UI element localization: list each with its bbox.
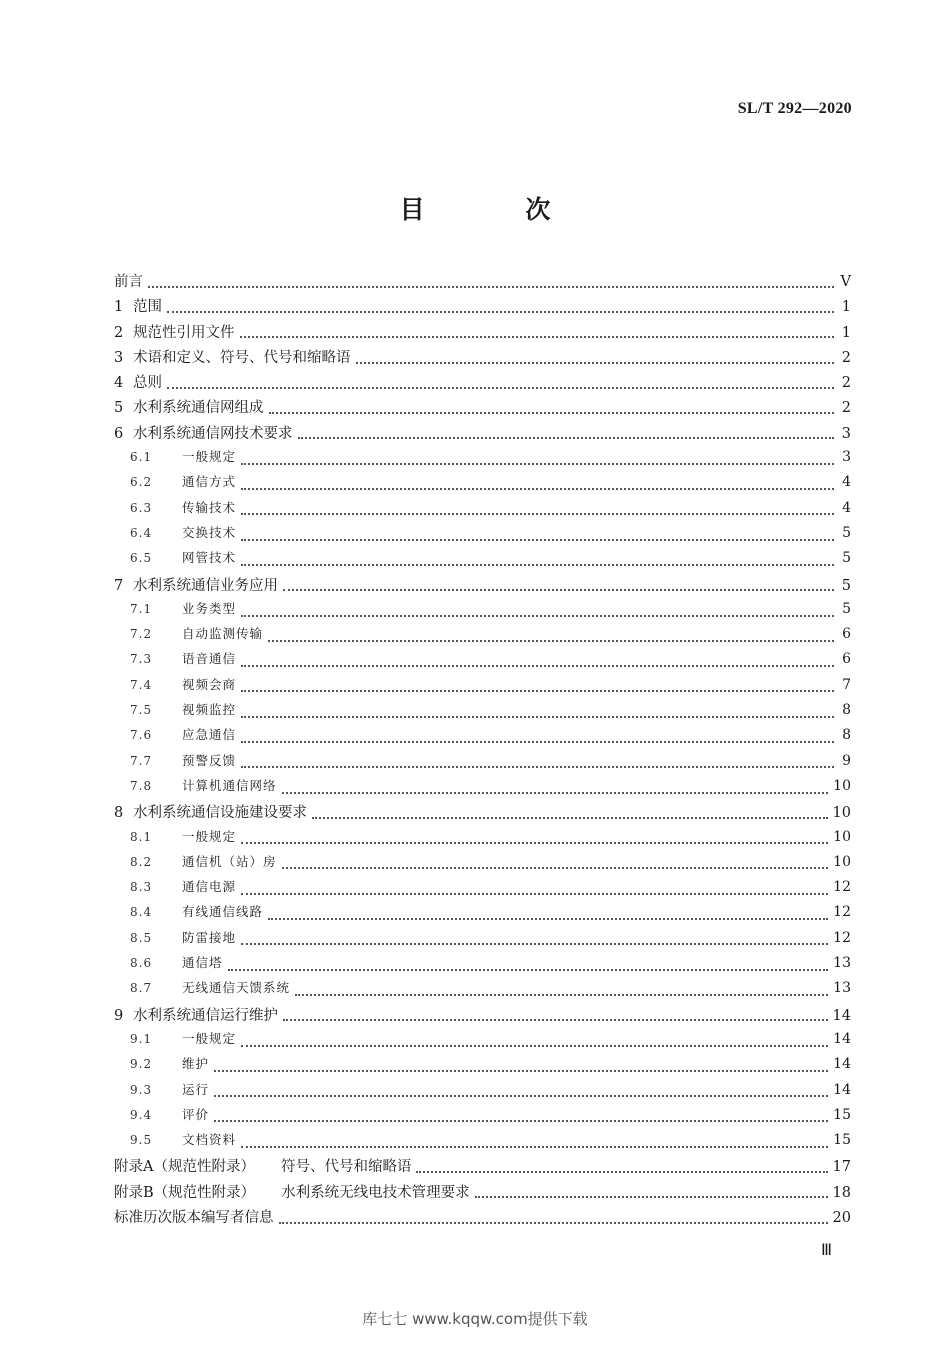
- toc-entry-page: 10: [833, 777, 851, 794]
- toc-leader-dots: [416, 1171, 827, 1173]
- toc-entry-number: 3: [114, 349, 124, 366]
- toc-leader-dots: [268, 640, 834, 642]
- toc-entry-number: 7.5: [130, 703, 153, 718]
- toc-leader-dots: [214, 1070, 828, 1072]
- toc-entry-page: 4: [842, 474, 851, 491]
- toc-entry[interactable]: [114, 295, 851, 320]
- toc-entry-title: 标准历次版本编写者信息: [114, 1209, 274, 1226]
- toc-leader-dots: [148, 286, 834, 288]
- toc-entry[interactable]: [114, 371, 851, 396]
- toc-entry[interactable]: [114, 1080, 851, 1105]
- toc-entry[interactable]: [114, 877, 851, 902]
- table-of-contents: [114, 270, 851, 1231]
- toc-entry-number: 6: [114, 425, 124, 442]
- toc-entry-title: 计算机通信网络: [182, 777, 277, 793]
- toc-entry-page: 10: [833, 828, 851, 845]
- toc-entry-page: 2: [841, 375, 851, 392]
- toc-entry-page: 12: [833, 929, 851, 946]
- toc-entry-title: 维护: [182, 1056, 210, 1072]
- toc-entry-number: 6.2: [130, 475, 153, 490]
- toc-entry-title: 视频监控: [182, 702, 237, 718]
- toc-entry-page: 2: [841, 349, 851, 366]
- toc-entry[interactable]: [114, 928, 851, 953]
- toc-leader-dots: [241, 488, 834, 490]
- toc-entry-title: 水利系统通信业务应用: [133, 577, 278, 594]
- toc-entry-page: 5: [841, 577, 851, 594]
- toc-entry[interactable]: [114, 346, 851, 371]
- toc-entry-title: 视频会商: [182, 676, 237, 692]
- toc-entry-title: 通信电源: [182, 879, 237, 895]
- toc-entry-number: 8.4: [130, 905, 153, 920]
- toc-leader-dots: [241, 943, 828, 945]
- toc-entry-title: 文档资料: [182, 1132, 237, 1148]
- toc-entry-title: 水利系统通信网组成: [133, 400, 264, 417]
- toc-entry-page: 13: [833, 955, 851, 972]
- page-number: Ⅲ: [820, 1242, 832, 1259]
- toc-entry-page: 3: [842, 449, 851, 466]
- toc-leader-dots: [283, 589, 834, 591]
- toc-entry-title: 一般规定: [182, 828, 237, 844]
- toc-entry-number: 9.4: [130, 1107, 153, 1122]
- toc-entry[interactable]: [114, 725, 851, 750]
- toc-leader-dots: [241, 893, 828, 895]
- toc-entry-title: 语音通信: [182, 651, 237, 667]
- toc-entry-title: 水利系统通信设施建设要求: [133, 805, 307, 822]
- toc-entry-page: 12: [833, 904, 851, 921]
- toc-leader-dots: [241, 741, 834, 743]
- toc-entry-title: 评价: [182, 1106, 210, 1122]
- toc-entry-number: 8.5: [130, 930, 153, 945]
- toc-leader-dots: [241, 1045, 828, 1047]
- toc-entry[interactable]: [114, 574, 851, 599]
- toc-leader-dots: [241, 842, 828, 844]
- toc-leader-dots: [167, 311, 834, 313]
- toc-entry-page: 9: [842, 752, 851, 769]
- toc-entry-page: 1: [841, 324, 851, 341]
- toc-entry-title: 一般规定: [182, 1030, 237, 1046]
- toc-entry-page: 15: [833, 1132, 851, 1149]
- toc-leader-dots: [241, 716, 834, 718]
- toc-entry[interactable]: [114, 599, 851, 624]
- toc-entry-number: 7.1: [130, 601, 153, 616]
- toc-entry-number: 8: [114, 805, 124, 822]
- toc-leader-dots: [356, 362, 835, 364]
- toc-entry-number: 8.3: [130, 880, 153, 895]
- toc-entry-number: 7: [114, 577, 124, 594]
- toc-entry[interactable]: [114, 1105, 851, 1130]
- toc-entry[interactable]: [114, 827, 851, 852]
- toc-entry-page: 1: [841, 299, 851, 316]
- toc-entry-title: 范围: [133, 299, 162, 316]
- toc-entry[interactable]: [114, 396, 851, 421]
- toc-appendix-label: 附录B（规范性附录）: [114, 1184, 256, 1201]
- toc-entry[interactable]: [114, 1130, 851, 1155]
- toc-leader-dots: [241, 564, 834, 566]
- toc-leader-dots: [268, 918, 828, 920]
- toc-entry[interactable]: [114, 649, 851, 674]
- toc-entry-title: 交换技术: [182, 524, 237, 540]
- toc-entry[interactable]: [114, 751, 851, 776]
- toc-entry[interactable]: [114, 548, 851, 573]
- toc-entry-number: 7.8: [130, 778, 153, 793]
- toc-entry-number: 7.3: [130, 652, 153, 667]
- toc-entry-page: 10: [832, 805, 851, 822]
- toc-entry[interactable]: [114, 852, 851, 877]
- toc-leader-dots: [228, 969, 829, 971]
- toc-entry-page: 13: [833, 980, 851, 997]
- toc-entry-number: 8.7: [130, 981, 153, 996]
- toc-entry-number: 7.2: [130, 627, 153, 642]
- toc-entry[interactable]: [114, 447, 851, 472]
- toc-entry-title: 业务类型: [182, 600, 237, 616]
- toc-entry-page: 6: [842, 626, 851, 643]
- toc-entry-page: 17: [832, 1159, 851, 1176]
- toc-leader-dots: [279, 1222, 828, 1224]
- toc-entry-title: 水利系统通信运行维护: [133, 1007, 278, 1024]
- toc-entry-page: 14: [833, 1030, 851, 1047]
- toc-entry-number: 2: [114, 324, 124, 341]
- toc-entry-title: 术语和定义、符号、代号和缩略语: [133, 349, 351, 366]
- toc-entry-number: 6.1: [130, 450, 153, 465]
- toc-entry[interactable]: [114, 902, 851, 927]
- toc-entry-page: 20: [832, 1209, 851, 1226]
- toc-entry-title: 运行: [182, 1081, 210, 1097]
- toc-leader-dots: [241, 690, 834, 692]
- toc-entry-page: 2: [841, 400, 851, 417]
- toc-entry[interactable]: [114, 675, 851, 700]
- toc-leader-dots: [214, 1120, 828, 1122]
- toc-entry[interactable]: [114, 953, 851, 978]
- toc-appendix-label: 附录A（规范性附录）: [114, 1159, 255, 1176]
- toc-leader-dots: [241, 665, 834, 667]
- toc-entry-number: 8.2: [130, 854, 153, 869]
- toc-leader-dots: [282, 792, 829, 794]
- toc-entry-number: 6.3: [130, 500, 153, 515]
- toc-leader-dots: [214, 1095, 828, 1097]
- toc-entry[interactable]: [114, 1206, 851, 1231]
- toc-entry[interactable]: [114, 1155, 851, 1180]
- toc-entry-title: 通信方式: [182, 474, 237, 490]
- toc-entry-title: 防雷接地: [182, 929, 237, 945]
- toc-entry-title: 通信机（站）房: [182, 853, 277, 869]
- toc-entry-page: 15: [833, 1106, 851, 1123]
- toc-leader-dots: [475, 1196, 828, 1198]
- toc-entry-page: 8: [842, 702, 851, 719]
- toc-entry-number: 7.4: [130, 677, 153, 692]
- toc-entry-title: 网管技术: [182, 550, 237, 566]
- toc-entry-title: 通信塔: [182, 955, 223, 971]
- toc-entry-title: 应急通信: [182, 727, 237, 743]
- toc-leader-dots: [167, 387, 834, 389]
- toc-entry-page: 5: [842, 550, 851, 567]
- toc-entry-page: 6: [842, 651, 851, 668]
- toc-leader-dots: [241, 513, 834, 515]
- toc-entry-page: 4: [842, 499, 851, 516]
- toc-entry-title: 传输技术: [182, 499, 237, 515]
- toc-entry-number: 1: [114, 299, 124, 316]
- toc-entry-number: 9: [114, 1007, 124, 1024]
- toc-entry-number: 7.6: [130, 728, 153, 743]
- toc-leader-dots: [241, 539, 834, 541]
- toc-leader-dots: [283, 1019, 828, 1021]
- toc-entry-number: 4: [114, 375, 124, 392]
- toc-leader-dots: [241, 463, 834, 465]
- toc-entry[interactable]: [114, 1029, 851, 1054]
- toc-leader-dots: [241, 615, 834, 617]
- toc-entry-number: 8.6: [130, 956, 153, 971]
- toc-entry-page: 14: [833, 1081, 851, 1098]
- toc-entry-title: 规范性引用文件: [133, 324, 235, 341]
- toc-entry[interactable]: [114, 321, 851, 346]
- toc-leader-dots: [298, 437, 835, 439]
- toc-entry-page: 3: [841, 425, 851, 442]
- toc-entry-title: 自动监测传输: [182, 626, 264, 642]
- toc-entry-page: 12: [833, 879, 851, 896]
- toc-entry-number: 6.4: [130, 525, 153, 540]
- toc-entry-title: 总则: [133, 375, 162, 392]
- toc-entry[interactable]: [114, 270, 851, 295]
- toc-entry[interactable]: [114, 472, 851, 497]
- toc-entry-number: 6.5: [130, 551, 153, 566]
- toc-entry-page: 7: [842, 676, 851, 693]
- toc-entry-title: 无线通信天馈系统: [182, 980, 291, 996]
- toc-entry-title: 一般规定: [182, 449, 237, 465]
- toc-entry-page: 18: [832, 1184, 851, 1201]
- toc-entry[interactable]: [114, 624, 851, 649]
- toc-entry-page: 5: [842, 600, 851, 617]
- download-watermark: 库七七 www.kqqw.com提供下载: [362, 1310, 588, 1328]
- document-code: SL/T 292—2020: [737, 100, 852, 117]
- toc-entry-number: 8.1: [130, 829, 153, 844]
- toc-entry[interactable]: [114, 1054, 851, 1079]
- toc-entry-number: 7.7: [130, 753, 153, 768]
- toc-entry-page: 8: [842, 727, 851, 744]
- toc-leader-dots: [295, 994, 828, 996]
- toc-entry[interactable]: [114, 776, 851, 801]
- toc-entry[interactable]: [114, 1004, 851, 1029]
- toc-entry[interactable]: [114, 978, 851, 1003]
- toc-entry-title: 预警反馈: [182, 752, 237, 768]
- toc-entry[interactable]: [114, 523, 851, 548]
- toc-entry-page: 14: [833, 1056, 851, 1073]
- toc-entry-number: 9.2: [130, 1057, 153, 1072]
- toc-entry-page: 10: [833, 853, 851, 870]
- toc-entry-page: V: [840, 274, 851, 290]
- toc-entry-number: 9.1: [130, 1031, 153, 1046]
- toc-entry-title: 水利系统无线电技术管理要求: [281, 1184, 470, 1201]
- toc-leader-dots: [240, 336, 835, 338]
- toc-entry-title: 前言: [114, 274, 143, 290]
- toc-leader-dots: [282, 867, 829, 869]
- toc-entry-title: 有线通信线路: [182, 904, 264, 920]
- toc-leader-dots: [312, 817, 828, 819]
- toc-entry[interactable]: [114, 498, 851, 523]
- toc-entry-number: 9.5: [130, 1133, 153, 1148]
- toc-entry[interactable]: [114, 700, 851, 725]
- toc-entry[interactable]: [114, 422, 851, 447]
- toc-entry[interactable]: [114, 801, 851, 826]
- page-title: 目 次: [399, 195, 597, 224]
- toc-leader-dots: [241, 1146, 828, 1148]
- toc-entry-page: 5: [842, 524, 851, 541]
- toc-leader-dots: [241, 766, 834, 768]
- toc-leader-dots: [269, 412, 835, 414]
- toc-entry-page: 14: [832, 1007, 851, 1024]
- toc-entry-title: 符号、代号和缩略语: [280, 1159, 412, 1176]
- toc-entry-number: 5: [114, 400, 124, 417]
- toc-entry-number: 9.3: [130, 1082, 153, 1097]
- toc-entry[interactable]: [114, 1181, 851, 1206]
- toc-entry-title: 水利系统通信网技术要求: [133, 425, 293, 442]
